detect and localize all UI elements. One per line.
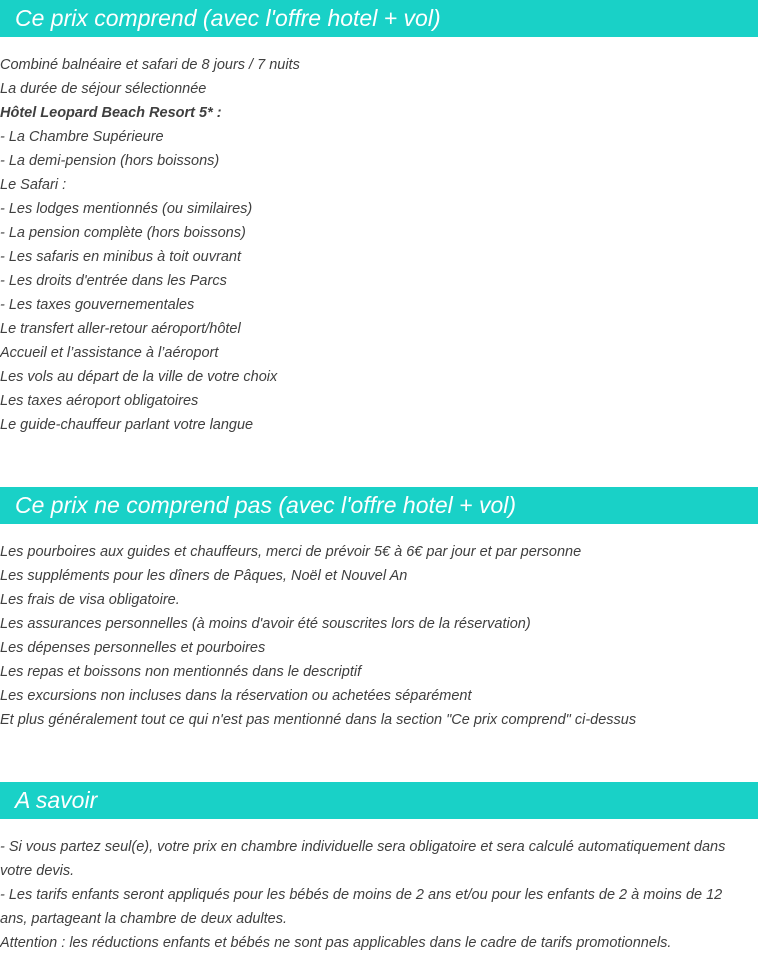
list-item: - Les droits d'entrée dans les Parcs <box>0 273 227 289</box>
a-savoir-paragraph-children: - Les tarifs enfants seront appliqués pour les bébés de moins de 2 ans et/ou pour les enfants de 2 à moins de 12 ans, partageant la chambre de deux adultes. <box>0 887 723 927</box>
section-title-included: Ce prix comprend (avec l'offre hotel + vol) <box>0 0 758 37</box>
included-list <box>0 53 758 437</box>
a-savoir-paragraph-attention: Attention : les réductions enfants et bébés ne sont pas applicables dans le cadre de tarifs promotionnels. <box>0 935 672 951</box>
list-item: Accueil et l’assistance à l’aéroport <box>0 345 219 361</box>
list-item: Les assurances personnelles (à moins d'avoir été souscrites lors de la réservation) <box>0 616 531 632</box>
section-title-not-included: Ce prix ne comprend pas (avec l'offre hotel + vol) <box>0 487 758 524</box>
list-item: Les vols au départ de la ville de votre choix <box>0 369 278 385</box>
list-item: - La pension complète (hors boissons) <box>0 225 246 241</box>
a-savoir-paragraph-single: - Si vous partez seul(e), votre prix en chambre individuelle sera obligatoire et sera calculé automatiquement dans votre devis. <box>0 839 726 879</box>
list-item: Les suppléments pour les dîners de Pâques, Noël et Nouvel An <box>0 568 408 584</box>
list-item: Le Safari : <box>0 177 67 193</box>
list-item: - Les taxes gouvernementales <box>0 297 195 313</box>
list-item: Les frais de visa obligatoire. <box>0 592 180 608</box>
list-item: Les taxes aéroport obligatoires <box>0 393 199 409</box>
not-included-list <box>0 540 758 732</box>
list-item: Les excursions non incluses dans la réservation ou achetées séparément <box>0 688 472 704</box>
list-item: Le transfert aller-retour aéroport/hôtel <box>0 321 241 337</box>
list-item: - La Chambre Supérieure <box>0 129 164 145</box>
list-item: Les pourboires aux guides et chauffeurs, merci de prévoir 5€ à 6€ par jour et par personne <box>0 544 582 560</box>
list-item: - Les lodges mentionnés (ou similaires) <box>0 201 253 217</box>
list-item: - Les safaris en minibus à toit ouvrant <box>0 249 241 265</box>
list-item: Le guide-chauffeur parlant votre langue <box>0 417 254 433</box>
list-item: Les repas et boissons non mentionnés dans le descriptif <box>0 664 362 680</box>
list-item: La durée de séjour sélectionnée <box>0 81 207 97</box>
list-item: Combiné balnéaire et safari de 8 jours / 7 nuits <box>0 57 300 73</box>
list-item: Hôtel Leopard Beach Resort 5* : <box>0 105 222 121</box>
section-title-a-savoir: A savoir <box>0 782 758 819</box>
list-item: - La demi-pension (hors boissons) <box>0 153 220 169</box>
list-item: Et plus généralement tout ce qui n'est pas mentionné dans la section "Ce prix comprend" ci-dessus <box>0 712 637 728</box>
list-item: Les dépenses personnelles et pourboires <box>0 640 266 656</box>
